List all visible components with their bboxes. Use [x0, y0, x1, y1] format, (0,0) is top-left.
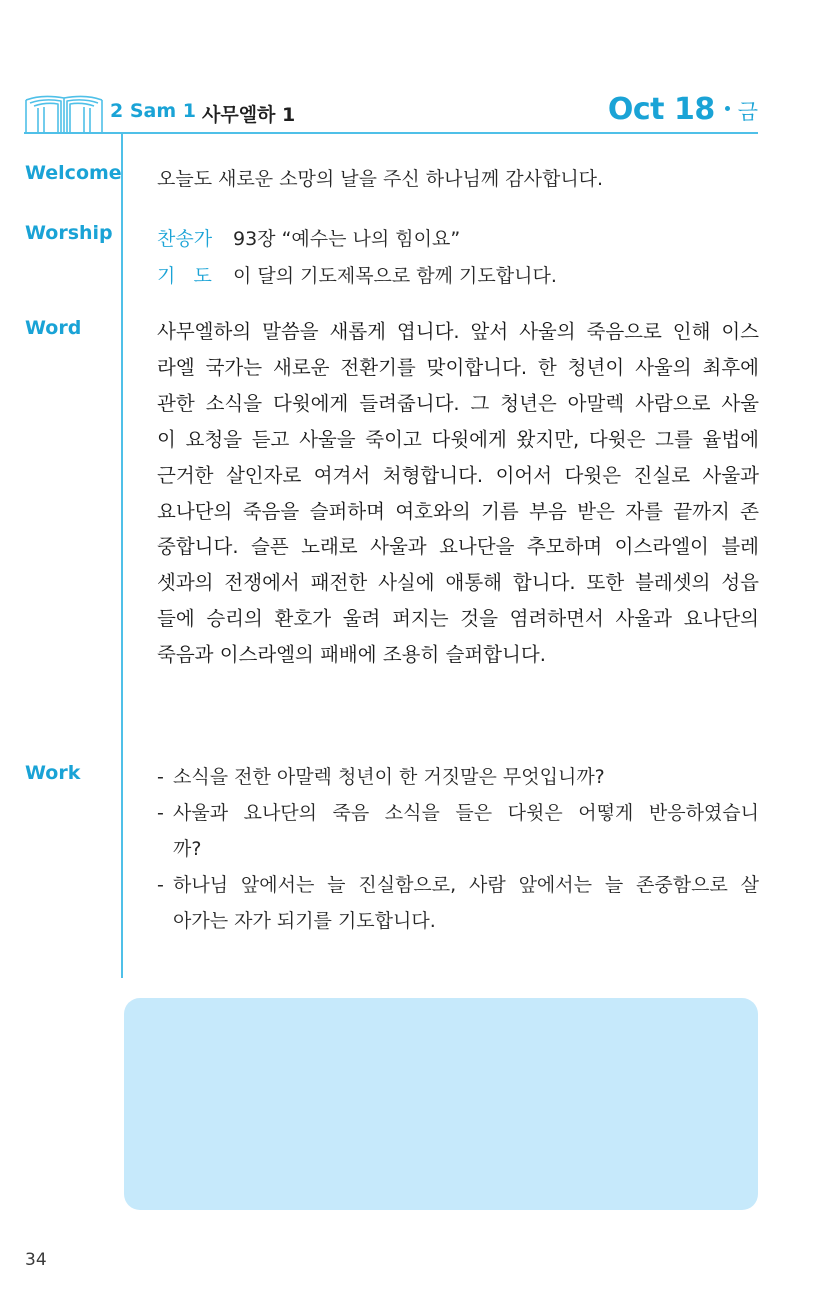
date-heading — [608, 92, 758, 127]
word-label: Word — [25, 317, 82, 339]
paragraph-line: 중합니다. 슬픈 노래로 사울과 요나단을 추모하며 이스라엘이 블레 — [157, 535, 759, 559]
paragraph-line: 요나단의 죽음을 슬퍼하며 여호와의 기름 부음 받은 자를 끝까지 존 — [157, 499, 759, 523]
scripture-reference: 2 Sam 1 — [110, 100, 196, 122]
paragraph-line: 셋과의 전쟁에서 패전한 사실에 애통해 합니다. 또한 블레셋의 성읍 — [157, 571, 759, 595]
prayer-text: 이 달의 기도제목으로 함께 기도합니다. — [233, 265, 557, 287]
list-item — [157, 795, 759, 867]
worship-prayer-line — [157, 261, 557, 288]
work-label: Work — [25, 762, 81, 784]
list-item-line: 하나님 앞에서는 늘 진실함으로, 사람 앞에서는 늘 존중함으로 살 — [173, 874, 759, 896]
worship-label: Worship — [25, 222, 113, 244]
paragraph-line: 관한 소식을 다윗에게 들려줍니다. 그 청년은 아말렉 사람으로 사울 — [157, 391, 759, 415]
paragraph-line: 죽음과 이스라엘의 패배에 조용히 슬퍼합니다. — [157, 643, 546, 667]
date-weekday: 금 — [737, 100, 758, 124]
prayer-label: 기 도 — [157, 265, 212, 287]
header-divider — [24, 132, 758, 134]
date-separator-dot — [725, 106, 730, 111]
page-number: 34 — [25, 1250, 47, 1270]
memo-box[interactable] — [124, 998, 758, 1210]
list-item — [157, 759, 759, 795]
paragraph-line: 근거한 살인자로 여겨서 처형합니다. 이어서 다윗은 진실로 사울과 — [157, 463, 759, 487]
list-item-line: 소식을 전한 아말렉 청년이 한 거짓말은 무엇입니까? — [173, 766, 605, 788]
paragraph-line: 사무엘하의 말씀을 새롭게 엽니다. 앞서 사울의 죽음으로 인해 이스 — [157, 320, 759, 343]
hymn-text: 93장 “예수는 나의 힘이요” — [233, 228, 461, 250]
open-book-icon — [24, 88, 104, 132]
list-item-line: 아가는 자가 되기를 기도합니다. — [173, 910, 436, 932]
list-item — [157, 867, 759, 939]
paragraph-line: 들에 승리의 환호가 울려 퍼지는 것을 염려하면서 사울과 요나단의 — [157, 607, 759, 631]
list-item-line: 까? — [173, 838, 202, 860]
work-question-list — [157, 759, 759, 939]
paragraph-line: 라엘 국가는 새로운 전환기를 맞이합니다. 한 청년이 사울의 최후에 — [157, 355, 759, 379]
date-month-day: Oct 18 — [607, 92, 715, 127]
worship-hymn-line — [157, 224, 460, 251]
list-dash: - — [157, 766, 164, 788]
page-title: 사무엘하 1 — [202, 104, 296, 126]
column-divider — [121, 134, 123, 978]
welcome-text: 오늘도 새로운 소망의 날을 주신 하나님께 감사합니다. — [157, 168, 604, 190]
paragraph-line: 이 요청을 듣고 사울을 죽이고 다윗에게 왔지만, 다윗은 그를 율법에 — [157, 427, 759, 451]
word-paragraph — [157, 314, 759, 673]
welcome-label: Welcome — [25, 162, 122, 184]
list-dash: - — [157, 874, 164, 896]
list-dash: - — [157, 802, 164, 824]
list-item-line: 사울과 요나단의 죽음 소식을 들은 다윗은 어떻게 반응하였습니 — [173, 802, 759, 824]
hymn-label: 찬송가 — [157, 228, 213, 250]
